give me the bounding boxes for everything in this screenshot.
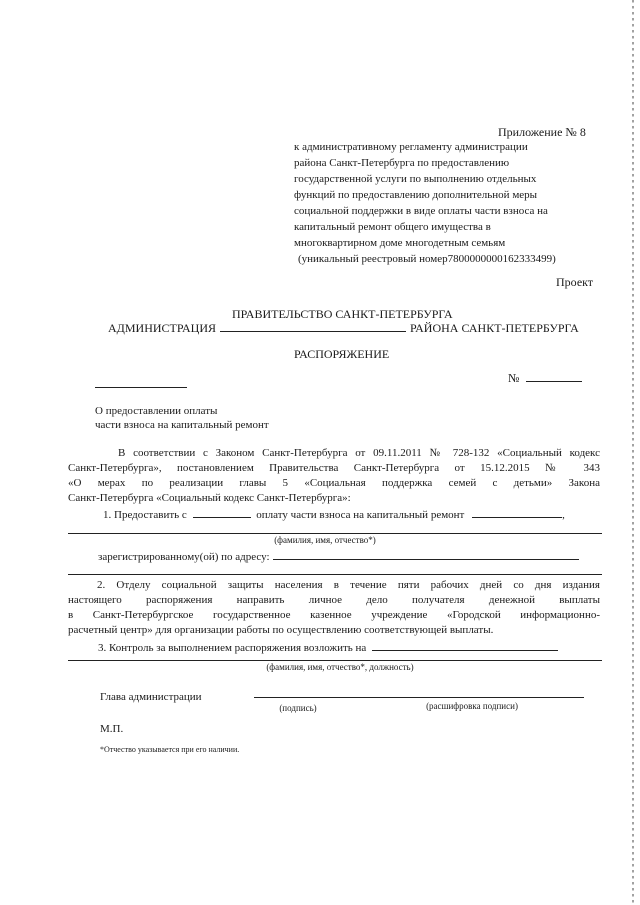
- p1-prefix: 1. Предоставить с: [103, 509, 187, 521]
- caption-signature: (подпись): [279, 703, 317, 713]
- number-line: [508, 370, 582, 386]
- appendix-line: функций по предоставлению дополнительной меры: [294, 189, 538, 201]
- start-date-blank: [193, 506, 251, 518]
- body-intro-line: В соответствии с Законом Санкт-Петербурга от 09.11.2011 № 728-132 «Социальный кодекс: [118, 447, 600, 459]
- registered-address-label: зарегистрированному(ой) по адресу:: [98, 551, 270, 563]
- footnote: *Отчество указывается при его наличии.: [100, 745, 240, 754]
- address-blank-2: [68, 574, 602, 575]
- body-intro-line: Санкт-Петербурга «Социальный кодекс Санкт-Петербурга»:: [68, 492, 351, 504]
- appendix-line: (уникальный реестровый номер7800000000162333499): [298, 253, 556, 265]
- caption-fio: (фамилия, имя, отчество*): [274, 535, 376, 545]
- document-type-title: РАСПОРЯЖЕНИЕ: [294, 347, 390, 361]
- appendix-line: социальной поддержки в виде оплаты части взноса на: [294, 205, 548, 217]
- address-blank: [273, 548, 579, 560]
- responsible-blank: [372, 639, 558, 651]
- appendix-title: Приложение № 8: [498, 125, 586, 139]
- amount-blank: [472, 506, 562, 518]
- p1-text: оплату части взноса на капитальный ремонт: [256, 509, 465, 521]
- signature-head-label: Глава администрации: [100, 691, 202, 703]
- appendix-line: многоквартирном доме многодетным семьям: [294, 237, 506, 249]
- body-intro-line: «О мерах по реализации главы 5 «Социальная поддержка семей с детьми» Закона: [68, 477, 600, 489]
- body-p2-line: настоящего распоряжения направить личное дело получателя денежной выплаты: [68, 594, 600, 606]
- district-label: РАЙОНА САНКТ-ПЕТЕРБУРГА: [410, 321, 579, 335]
- seal-label: М.П.: [100, 723, 124, 735]
- caption-fio-position: (фамилия, имя, отчество*, должность): [266, 662, 414, 672]
- appendix-line: государственной услуги по выполнению отдельных: [294, 173, 537, 185]
- body-p3: [98, 639, 558, 656]
- number-blank: [526, 370, 582, 382]
- registered-address-line: [98, 548, 579, 565]
- subject-line: О предоставлении оплаты: [95, 405, 218, 417]
- body-p2-line: расчетный центр» для организации работы по осуществлению соответствующей выплаты.: [68, 624, 494, 636]
- body-p1: [103, 506, 565, 523]
- appendix-line: района Санкт-Петербурга по предоставлению: [294, 157, 510, 169]
- government-title: ПРАВИТЕЛЬСТВО САНКТ-ПЕТЕРБУРГА: [232, 307, 453, 321]
- administration-label: АДМИНИСТРАЦИЯ: [108, 321, 216, 335]
- appendix-line: к административному регламенту администрации: [294, 141, 528, 153]
- appendix-line: капитальный ремонт общего имущества в: [294, 221, 491, 233]
- body-p2-line: в Санкт-Петербургское государственное казенное учреждение «Городской информационно-: [68, 609, 600, 621]
- caption-decoding: (расшифровка подписи): [426, 701, 518, 711]
- p1-comma: ,: [562, 509, 565, 521]
- scan-border: [632, 0, 634, 905]
- recipient-name-blank: [68, 533, 602, 534]
- p3-text: 3. Контроль за выполнением распоряжения возложить на: [98, 642, 367, 654]
- signature-blank: [254, 697, 584, 698]
- administration-line: [108, 320, 579, 336]
- responsible-name-blank: [68, 660, 602, 661]
- body-p2-line: 2. Отделу социальной защиты населения в течение пяти рабочих дней со дня издания: [97, 579, 600, 591]
- number-sign: №: [508, 371, 520, 385]
- date-blank: [95, 387, 187, 388]
- district-name-blank: [220, 320, 406, 332]
- draft-label: Проект: [556, 275, 594, 289]
- body-intro-line: Санкт-Петербурга», постановлением Правительства Санкт-Петербурга от 15.12.2015 № 343: [68, 462, 600, 474]
- subject-line: части взноса на капитальный ремонт: [95, 419, 269, 431]
